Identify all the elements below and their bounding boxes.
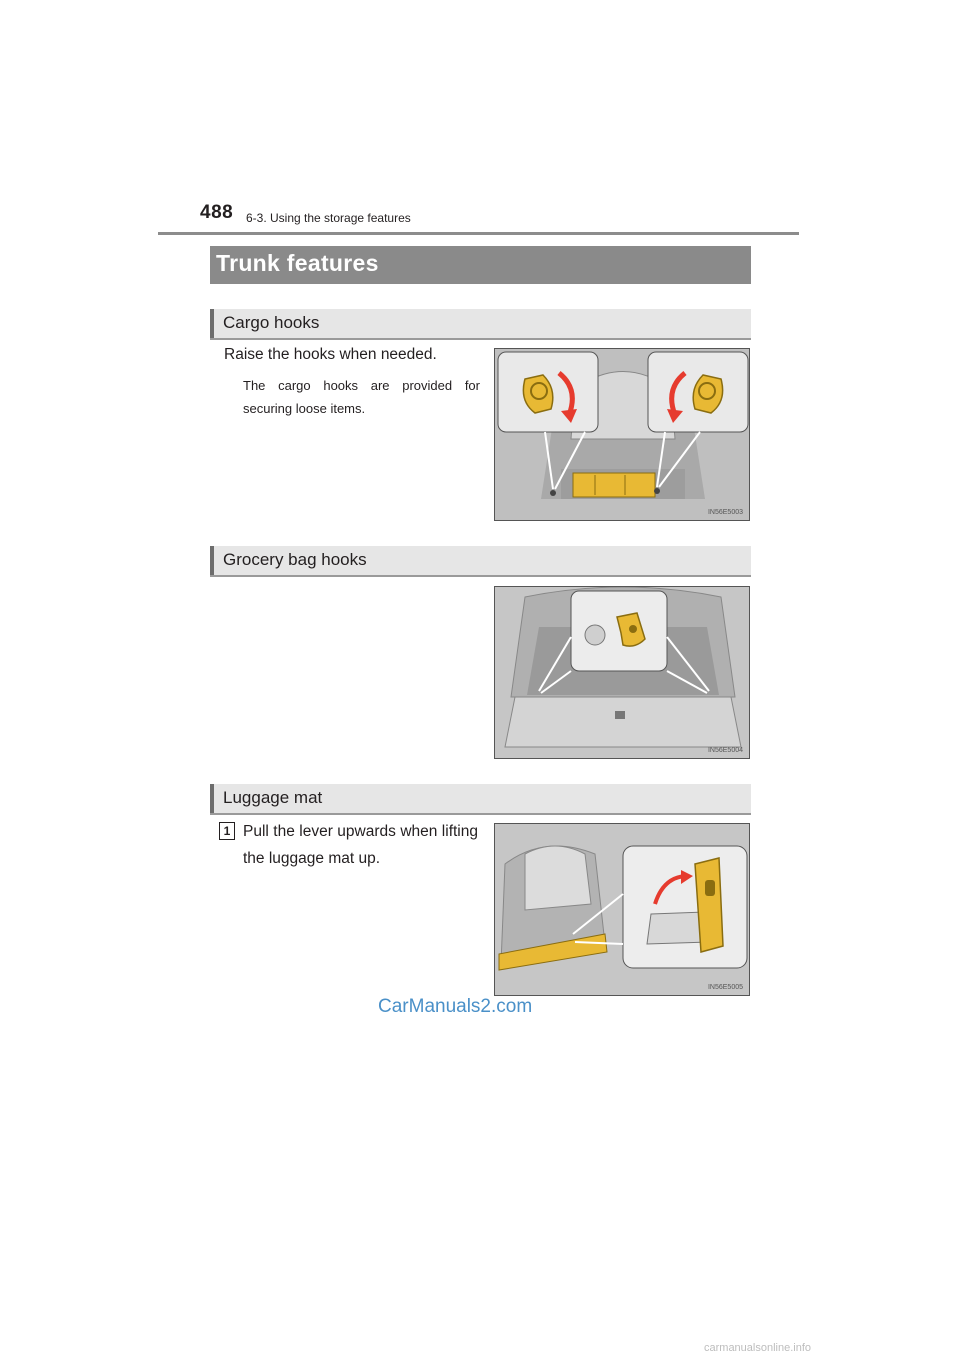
header-rule — [158, 232, 799, 235]
section-header: 6-3. Using the storage features — [246, 211, 411, 225]
cargo-hooks-heading-bar — [210, 309, 751, 339]
figure-code: IN56E5003 — [707, 509, 743, 516]
cargo-hooks-note: The cargo hooks are provided for securing loose items. — [243, 378, 480, 416]
watermark: CarManuals2.com — [378, 996, 533, 1017]
step-number-badge: 1 — [219, 822, 235, 840]
figure-code: IN56E5004 — [707, 747, 743, 754]
luggage-mat-heading: Luggage mat — [223, 788, 323, 807]
luggage-mat-step-text: Pull the lever upwards when lifting the luggage mat up. — [243, 823, 478, 867]
page-title-bar — [210, 246, 751, 284]
cargo-hooks-heading: Cargo hooks — [223, 313, 320, 332]
footer-watermark: carmanualsonline.info — [704, 1342, 812, 1354]
cargo-hooks-figure — [494, 348, 750, 521]
figure-code: IN56E5005 — [707, 984, 743, 991]
grocery-bag-hooks-figure — [494, 586, 750, 759]
page-title: Trunk features — [216, 250, 379, 276]
grocery-bag-hooks-heading-bar — [210, 546, 751, 576]
luggage-mat-figure — [494, 823, 750, 996]
grocery-bag-hooks-heading: Grocery bag hooks — [223, 550, 367, 569]
page-number: 488 — [200, 202, 234, 223]
luggage-mat-heading-bar — [210, 784, 751, 814]
cargo-hooks-body: Raise the hooks when needed. — [224, 346, 437, 363]
